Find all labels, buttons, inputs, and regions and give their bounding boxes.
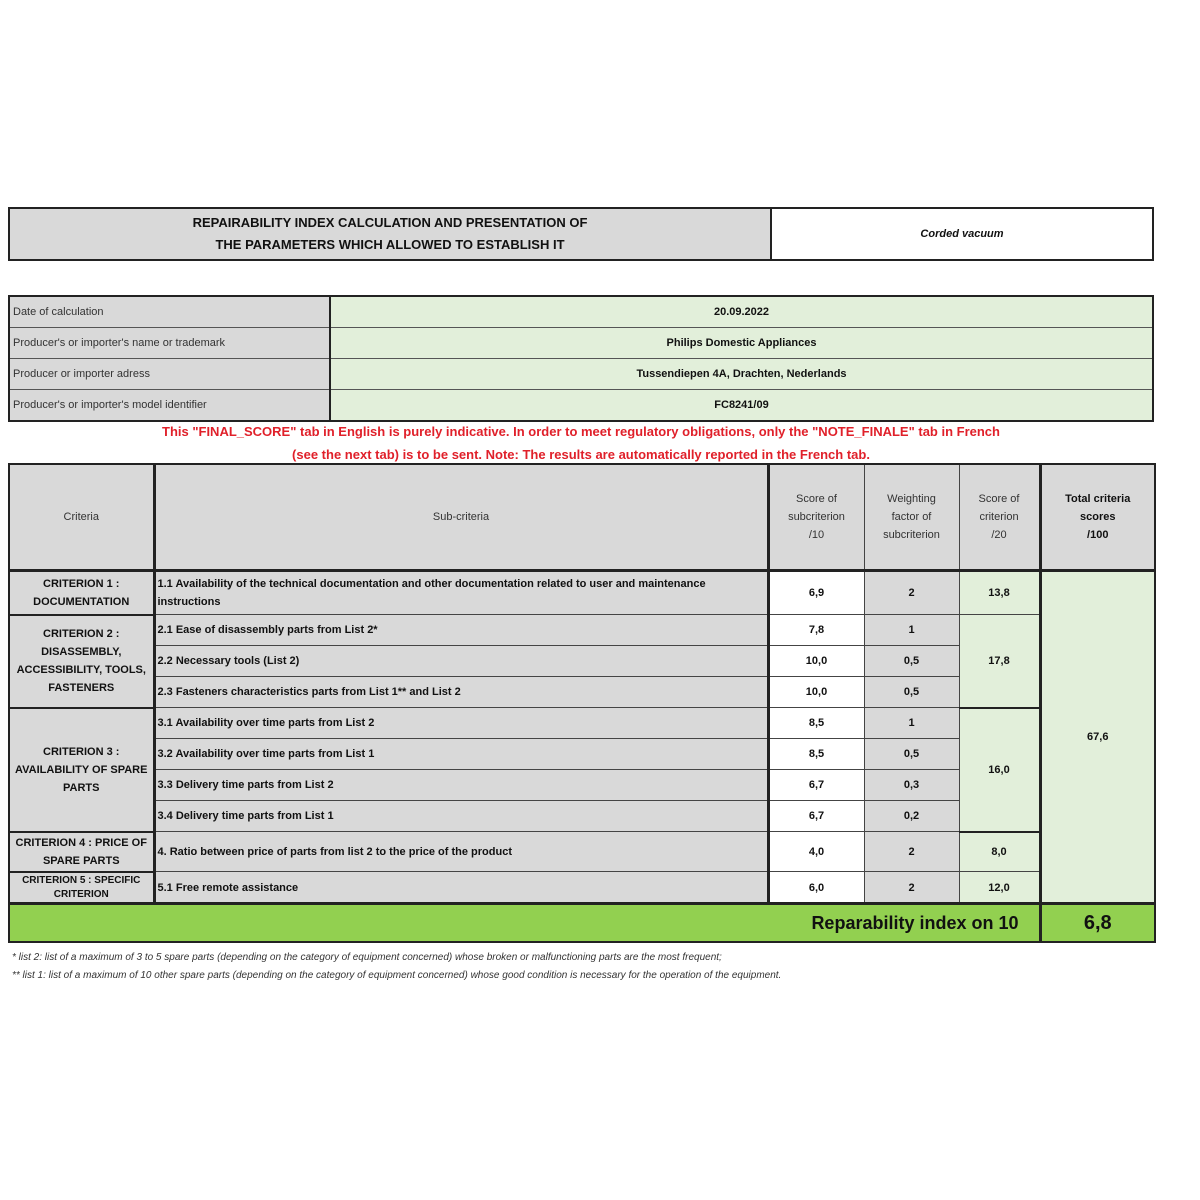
criterion-1-name: CRITERION 1 : DOCUMENTATION bbox=[9, 571, 154, 615]
sub-criterion-weight: 0,5 bbox=[864, 677, 959, 708]
footnotes bbox=[12, 949, 1152, 985]
sub-criterion-label: 3.4 Delivery time parts from List 1 bbox=[154, 801, 768, 832]
sub-criterion-weight: 2 bbox=[864, 832, 959, 872]
product-type: Corded vacuum bbox=[920, 228, 1004, 240]
sub-criterion-score: 6,9 bbox=[768, 571, 864, 615]
sub-criterion-label: 5.1 Free remote assistance bbox=[154, 872, 768, 904]
info-label: Date of calculation bbox=[9, 296, 330, 328]
info-row-date bbox=[9, 296, 1153, 328]
table-row bbox=[9, 615, 1155, 646]
table-row bbox=[9, 832, 1155, 872]
sub-criterion-label: 2.1 Ease of disassembly parts from List 2* bbox=[154, 615, 768, 646]
sub-criterion-score: 6,0 bbox=[768, 872, 864, 904]
reparability-index-value: 6,8 bbox=[1040, 904, 1155, 943]
title-block bbox=[8, 207, 1154, 261]
sub-criterion-score: 10,0 bbox=[768, 646, 864, 677]
info-label: Producer's or importer's name or trademark bbox=[9, 328, 330, 359]
header-total: Total criteria scores /100 bbox=[1040, 464, 1155, 571]
sub-criterion-score: 8,5 bbox=[768, 739, 864, 770]
info-row-producer-name bbox=[9, 328, 1153, 359]
sub-criterion-score: 7,8 bbox=[768, 615, 864, 646]
sub-criterion-score: 4,0 bbox=[768, 832, 864, 872]
info-row-model-identifier bbox=[9, 390, 1153, 422]
sub-criterion-weight: 0,5 bbox=[864, 646, 959, 677]
criterion-5-score: 12,0 bbox=[959, 872, 1040, 904]
sub-criterion-label: 1.1 Availability of the technical documentation and other documentation related to user and maintenance instructions bbox=[154, 571, 768, 615]
info-row-producer-address bbox=[9, 359, 1153, 390]
header-weight: Weighting factor of subcriterion bbox=[864, 464, 959, 571]
warning-line-2: (see the next tab) is to be sent. Note: The results are automatically reported in the French tab. bbox=[292, 447, 870, 462]
sub-criterion-weight: 2 bbox=[864, 571, 959, 615]
criterion-1-score: 13,8 bbox=[959, 571, 1040, 615]
header-criteria: Criteria bbox=[9, 464, 154, 571]
info-value: FC8241/09 bbox=[330, 390, 1153, 422]
sub-criterion-score: 6,7 bbox=[768, 801, 864, 832]
sub-criterion-weight: 0,5 bbox=[864, 739, 959, 770]
sub-criterion-score: 8,5 bbox=[768, 708, 864, 739]
footnote-list-1: ** list 1: list of a maximum of 10 other spare parts (depending on the category of equipment concerned) whose good condition is necessary for the operation of the equipment. bbox=[12, 970, 782, 981]
score-table bbox=[8, 463, 1156, 943]
header-criterion-score: Score of criterion /20 bbox=[959, 464, 1040, 571]
document-title: REPAIRABILITY INDEX CALCULATION AND PRESENTATION OF THE PARAMETERS WHICH ALLOWED TO ESTABLISH IT bbox=[10, 209, 772, 259]
warning-notice bbox=[8, 420, 1154, 466]
sub-criterion-score: 6,7 bbox=[768, 770, 864, 801]
sub-criterion-weight: 0,2 bbox=[864, 801, 959, 832]
sub-criterion-label: 2.3 Fasteners characteristics parts from List 1** and List 2 bbox=[154, 677, 768, 708]
info-value: Tussendiepen 4A, Drachten, Nederlands bbox=[330, 359, 1153, 390]
footnote-list-2: * list 2: list of a maximum of 3 to 5 spare parts (depending on the category of equipment concerned) whose broken or malfunctioning parts are the most frequent; bbox=[12, 952, 722, 963]
criterion-2-name: CRITERION 2 : DISASSEMBLY, ACCESSIBILITY, TOOLS, FASTENERS bbox=[9, 615, 154, 708]
score-table-header bbox=[9, 464, 1155, 571]
criterion-5-name: CRITERION 5 : SPECIFIC CRITERION bbox=[9, 872, 154, 904]
sub-criterion-weight: 2 bbox=[864, 872, 959, 904]
info-table bbox=[8, 295, 1154, 422]
criterion-4-score: 8,0 bbox=[959, 832, 1040, 872]
criterion-4-name: CRITERION 4 : PRICE OF SPARE PARTS bbox=[9, 832, 154, 872]
sub-criterion-label: 3.2 Availability over time parts from List 1 bbox=[154, 739, 768, 770]
table-row bbox=[9, 708, 1155, 739]
header-sub-criteria: Sub-criteria bbox=[154, 464, 768, 571]
sub-criterion-label: 2.2 Necessary tools (List 2) bbox=[154, 646, 768, 677]
criterion-3-name: CRITERION 3 : AVAILABILITY OF SPARE PARTS bbox=[9, 708, 154, 832]
total-criteria-score: 67,6 bbox=[1040, 571, 1155, 904]
info-label: Producer's or importer's model identifier bbox=[9, 390, 330, 422]
sub-criterion-weight: 1 bbox=[864, 708, 959, 739]
sub-criterion-weight: 0,3 bbox=[864, 770, 959, 801]
criterion-3-score: 16,0 bbox=[959, 708, 1040, 832]
sub-criterion-score: 10,0 bbox=[768, 677, 864, 708]
info-value: 20.09.2022 bbox=[330, 296, 1153, 328]
reparability-index-label: Reparability index on 10 bbox=[9, 904, 1040, 943]
warning-line-1: This "FINAL_SCORE" tab in English is purely indicative. In order to meet regulatory obligations, only the "NOTE_FINALE" tab in French bbox=[162, 424, 1000, 439]
final-score-row bbox=[9, 904, 1155, 943]
sub-criterion-label: 4. Ratio between price of parts from list 2 to the price of the product bbox=[154, 832, 768, 872]
header-sub-score: Score of subcriterion /10 bbox=[768, 464, 864, 571]
sub-criterion-weight: 1 bbox=[864, 615, 959, 646]
info-label: Producer or importer adress bbox=[9, 359, 330, 390]
info-value: Philips Domestic Appliances bbox=[330, 328, 1153, 359]
table-row bbox=[9, 571, 1155, 615]
table-row bbox=[9, 872, 1155, 904]
criterion-2-score: 17,8 bbox=[959, 615, 1040, 708]
sub-criterion-label: 3.3 Delivery time parts from List 2 bbox=[154, 770, 768, 801]
sub-criterion-label: 3.1 Availability over time parts from List 2 bbox=[154, 708, 768, 739]
